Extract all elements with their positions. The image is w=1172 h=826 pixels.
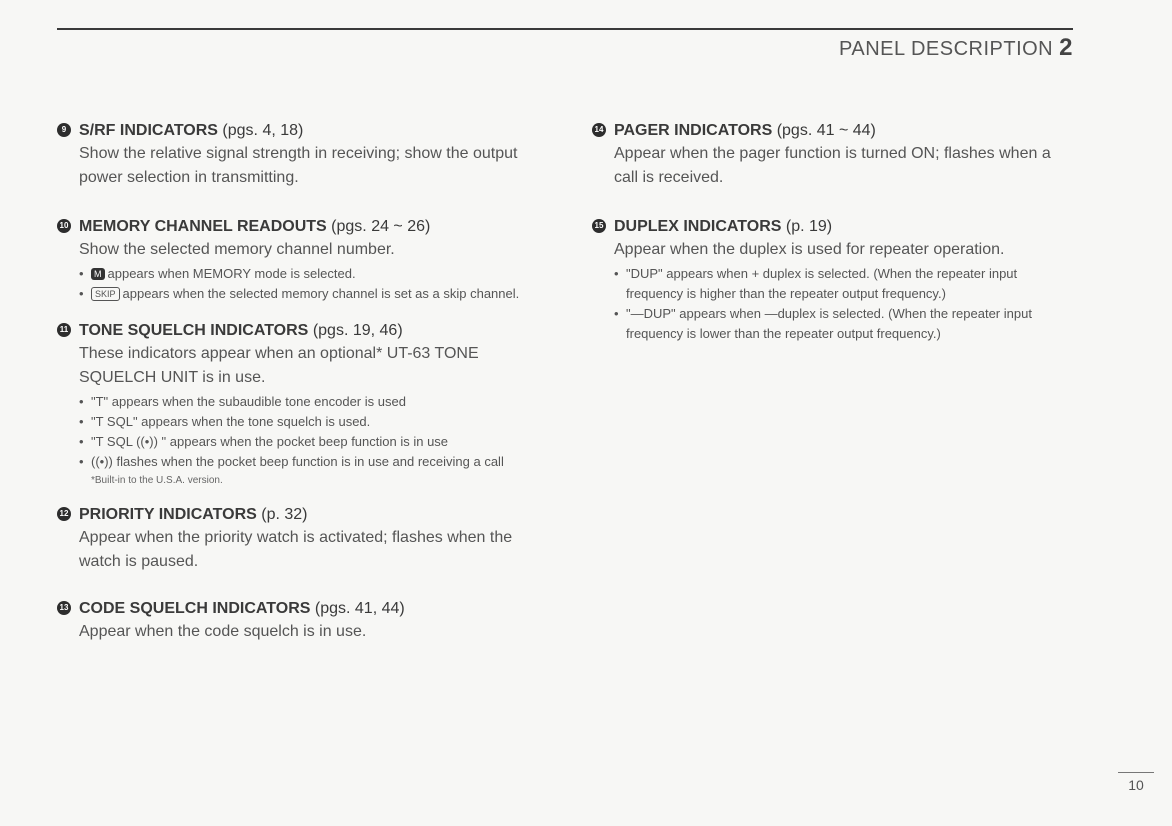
marker-9: 9: [57, 123, 71, 137]
section-duplex-indicators: [592, 216, 1073, 344]
marker-11: 11: [57, 323, 71, 337]
section-code-squelch-indicators: [57, 598, 542, 644]
section-memory-channel-readouts: [57, 216, 542, 304]
marker-14: 14: [592, 123, 606, 137]
skip-icon: SKIP: [91, 287, 120, 301]
section-title: DUPLEX INDICATORS (p. 19): [614, 218, 833, 235]
section-title: MEMORY CHANNEL READOUTS (pgs. 24 ~ 26): [79, 218, 431, 235]
section-title: TONE SQUELCH INDICATORS (pgs. 19, 46): [79, 322, 403, 339]
list-item: • SKIP appears when the selected memory channel is set as a skip channel.: [79, 284, 542, 304]
section-title: CODE SQUELCH INDICATORS (pgs. 41, 44): [79, 600, 405, 617]
list-item: • M appears when MEMORY mode is selected.: [79, 264, 542, 284]
section-sr-indicators: [57, 120, 542, 190]
list-item: • "DUP" appears when + duplex is selected. (When the repeater input frequency is higher than the repeater output frequency.): [614, 264, 1073, 304]
list-item: • "—DUP" appears when —duplex is selected. (When the repeater input frequency is lower than the repeater output frequency.): [614, 304, 1073, 344]
header-title: PANEL DESCRIPTION: [839, 38, 1054, 60]
bullet-list: [614, 264, 1073, 344]
left-column: [57, 120, 542, 644]
chapter-number: 2: [1059, 34, 1073, 61]
list-item: • "T SQL ((•)) " appears when the pocket beep function is in use: [79, 432, 542, 452]
section-priority-indicators: [57, 504, 542, 574]
top-rule: [57, 28, 1073, 30]
section-title: PRIORITY INDICATORS (p. 32): [79, 506, 308, 523]
right-column: [592, 120, 1073, 344]
section-description: Appear when the duplex is used for repeater operation.: [614, 241, 1005, 258]
memory-m-icon: M: [91, 268, 105, 280]
list-item: • ((•)) flashes when the pocket beep function is in use and receiving a call: [79, 452, 542, 472]
section-tone-squelch-indicators: [57, 320, 542, 490]
section-description: Appear when the pager function is turned ON; flashes when a call is received.: [614, 145, 1051, 186]
marker-12: 12: [57, 507, 71, 521]
section-description: Appear when the code squelch is in use.: [79, 623, 367, 640]
section-description: These indicators appear when an optional* UT-63 TONE SQUELCH UNIT is in use.: [79, 345, 479, 386]
section-title: S/RF INDICATORS (pgs. 4, 18): [79, 122, 304, 139]
bullet-list: [79, 264, 542, 304]
marker-10: 10: [57, 219, 71, 233]
bullet-list: [79, 392, 542, 472]
page-header: [839, 34, 1073, 62]
section-title: PAGER INDICATORS (pgs. 41 ~ 44): [614, 122, 876, 139]
marker-15: 15: [592, 219, 606, 233]
section-description: Show the relative signal strength in receiving; show the output power selection in transmitting.: [79, 145, 518, 186]
section-pager-indicators: [592, 120, 1073, 190]
page-number: 10: [1118, 772, 1154, 793]
section-description: Show the selected memory channel number.: [79, 241, 395, 258]
list-item: • "T SQL" appears when the tone squelch is used.: [79, 412, 542, 432]
footnote: *Built-in to the U.S.A. version.: [91, 475, 223, 486]
section-description: Appear when the priority watch is activated; flashes when the watch is paused.: [79, 529, 513, 570]
list-item: • "T" appears when the subaudible tone encoder is used: [79, 392, 542, 412]
marker-13: 13: [57, 601, 71, 615]
